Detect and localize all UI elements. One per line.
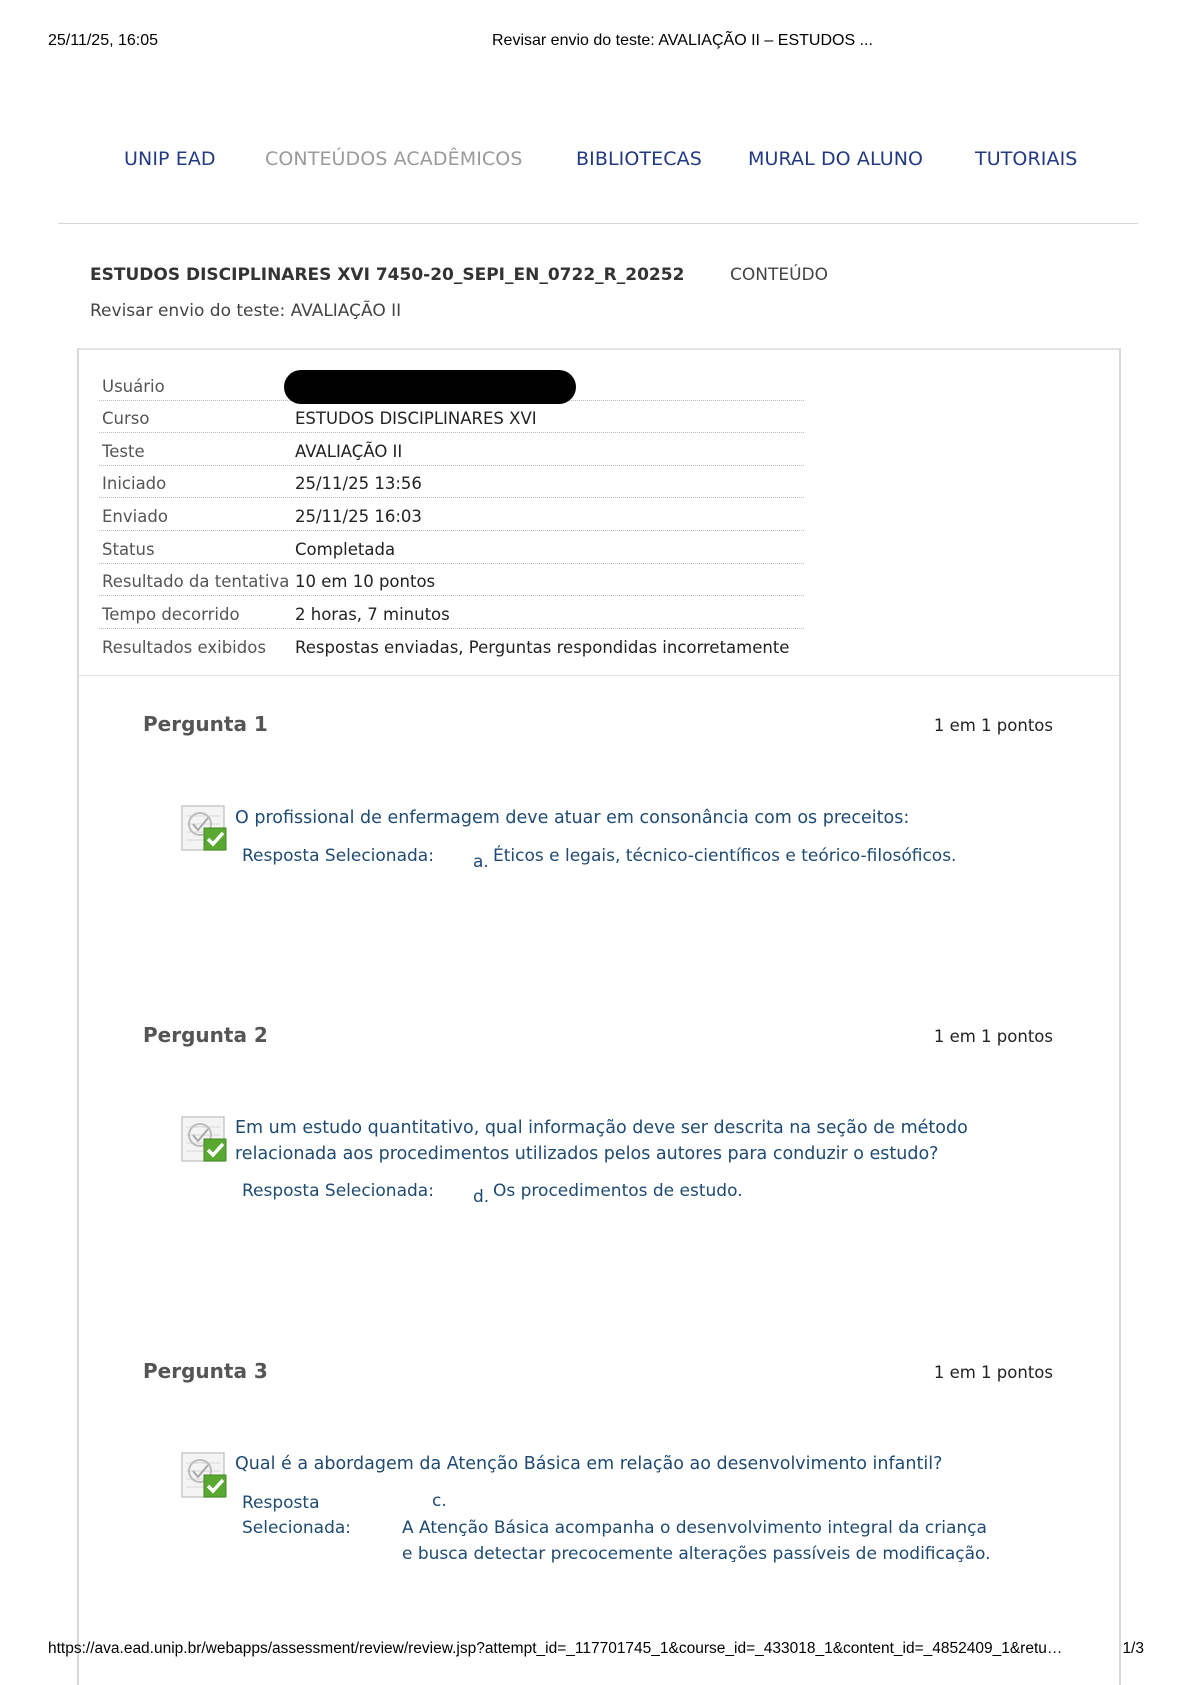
- summary-value: 25/11/25 13:56: [295, 474, 422, 494]
- summary-value: AVALIAÇÃO II: [295, 441, 403, 461]
- question-points: 1 em 1 pontos: [933, 1363, 1053, 1382]
- nav-unip-ead[interactable]: UNIP EAD: [124, 148, 216, 170]
- print-date: 25/11/25, 16:05: [48, 32, 159, 49]
- summary-value: 25/11/25 16:03: [295, 506, 422, 526]
- redacted-user-name: [284, 370, 576, 404]
- summary-value: Completada: [295, 539, 396, 559]
- nav-conteudos-academicos[interactable]: CONTEÚDOS ACADÊMICOS: [265, 148, 523, 170]
- breadcrumb-course[interactable]: ESTUDOS DISCIPLINARES XVI 7450-20_SEPI_EN_0722_R_20252: [90, 265, 685, 285]
- summary-row-enviado: [99, 498, 804, 531]
- review-panel: [77, 348, 1121, 1685]
- answer-label: Resposta: [242, 1493, 320, 1513]
- summary-row-tempo: [99, 596, 804, 629]
- print-url: https://ava.ead.unip.br/webapps/assessment/review/review.jsp?attempt_id=_117701745_1&course_id=_433018_1&content_id=_4852409_1&retu…: [48, 1640, 1063, 1657]
- question-text: Em um estudo quantitativo, qual informação deve ser descrita na seção de método relacionada aos procedimentos utilizados pelos autores para conduzir o estudo?: [235, 1118, 968, 1164]
- attempt-summary: [79, 350, 1119, 676]
- answer-label: Resposta Selecionada:: [242, 846, 434, 866]
- summary-row-teste: [99, 433, 804, 466]
- print-footer: [48, 1640, 1144, 1660]
- summary-row-resultados-exibidos: [99, 629, 804, 662]
- answer-letter: d.: [473, 1187, 490, 1207]
- summary-label: Resultados exibidos: [102, 638, 266, 658]
- answer-letter: a.: [473, 852, 489, 872]
- nav-divider: [58, 223, 1138, 224]
- summary-row-usuario: [99, 368, 804, 401]
- answer-label: Selecionada:: [242, 1518, 352, 1538]
- question-title: Pergunta 1: [143, 712, 268, 736]
- correct-answer-icon: [180, 1115, 228, 1163]
- page-title: Revisar envio do teste: AVALIAÇÃO II: [90, 301, 402, 321]
- question-title: Pergunta 3: [143, 1359, 268, 1383]
- summary-label: Iniciado: [102, 474, 167, 494]
- summary-row-curso: [99, 401, 804, 434]
- summary-value: ESTUDOS DISCIPLINARES XVI: [295, 409, 537, 429]
- answer-text: Éticos e legais, técnico-científicos e teórico-filosóficos.: [493, 846, 957, 866]
- answer-label: Resposta Selecionada:: [242, 1181, 434, 1201]
- question-points: 1 em 1 pontos: [933, 716, 1053, 735]
- summary-row-status: [99, 531, 804, 564]
- summary-value: 10 em 10 pontos: [295, 572, 436, 592]
- answer-letter: c.: [432, 1491, 447, 1511]
- summary-label: Curso: [102, 409, 150, 429]
- summary-label: Tempo decorrido: [102, 604, 240, 624]
- correct-answer-icon: [180, 804, 228, 852]
- nav-bibliotecas[interactable]: BIBLIOTECAS: [576, 148, 702, 170]
- summary-label: Resultado da tentativa: [102, 572, 290, 592]
- summary-label: Teste: [102, 441, 145, 461]
- nav-tutoriais[interactable]: TUTORIAIS: [975, 148, 1078, 170]
- question-title: Pergunta 2: [143, 1023, 268, 1047]
- print-page-number: 1/3: [1122, 1640, 1144, 1657]
- answer-text: Os procedimentos de estudo.: [493, 1181, 743, 1201]
- summary-label: Enviado: [102, 506, 168, 526]
- answer-text: A Atenção Básica acompanha o desenvolvimento integral da criança e busca detectar precocemente alterações passíveis de modificação.: [402, 1518, 991, 1564]
- nav-mural-do-aluno[interactable]: MURAL DO ALUNO: [748, 148, 924, 170]
- summary-row-resultado: [99, 564, 804, 597]
- summary-label: Usuário: [102, 376, 165, 396]
- summary-value: 2 horas, 7 minutos: [295, 604, 450, 624]
- summary-row-iniciado: [99, 466, 804, 499]
- print-header: [48, 32, 1144, 52]
- top-nav: [0, 148, 1192, 178]
- summary-value: Respostas enviadas, Perguntas respondidas incorretamente: [295, 638, 790, 658]
- summary-label: Status: [102, 539, 155, 559]
- print-title: Revisar envio do teste: AVALIAÇÃO II – ESTUDOS ...: [492, 32, 873, 49]
- breadcrumb-content[interactable]: CONTEÚDO: [730, 265, 829, 285]
- question-text: Qual é a abordagem da Atenção Básica em relação ao desenvolvimento infantil?: [235, 1454, 943, 1474]
- correct-answer-icon: [180, 1451, 228, 1499]
- summary-table: [99, 368, 804, 661]
- question-points: 1 em 1 pontos: [933, 1027, 1053, 1046]
- question-text: O profissional de enfermagem deve atuar em consonância com os preceitos:: [235, 808, 910, 828]
